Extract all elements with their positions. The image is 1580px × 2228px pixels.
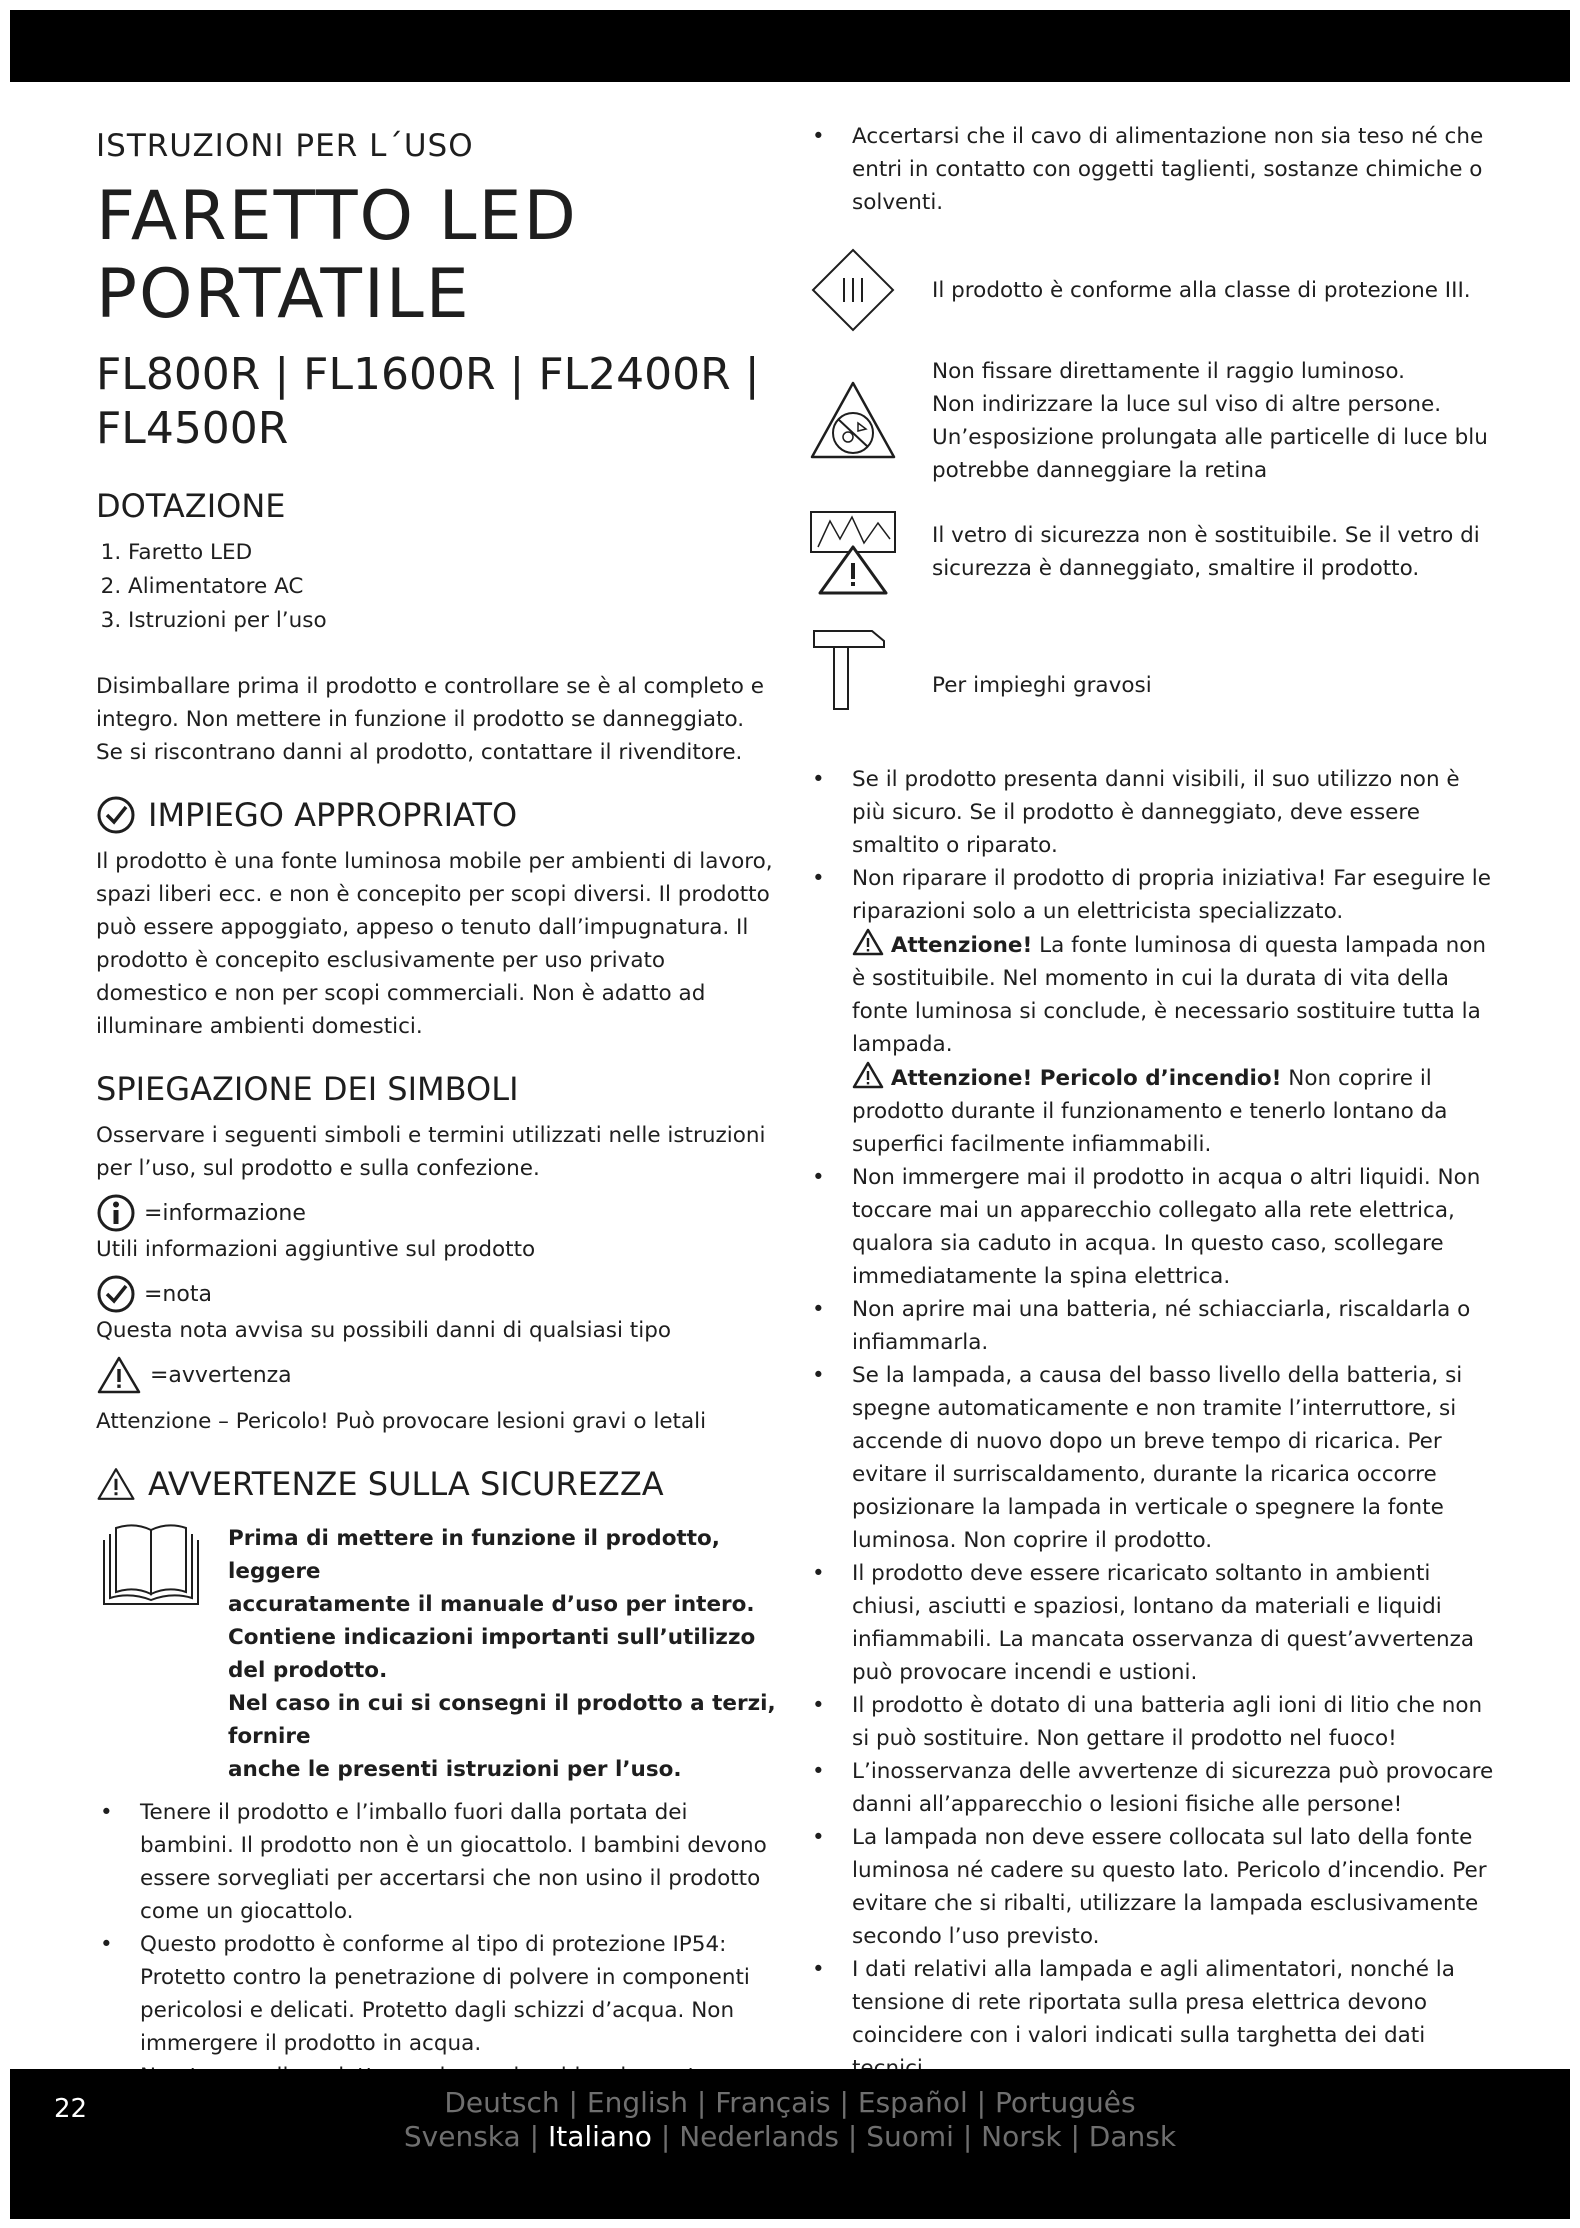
manual-note-line: accuratamente il manuale d’uso per intero. — [228, 1592, 755, 1617]
unpacking-note: Disimballare prima il prodotto e controllare se è al completo e integro. Non mettere in funzione il prodotto se danneggiato. Se si riscontrano danni al prodotto, contattare il rivenditore. — [96, 674, 764, 765]
contents-section — [96, 486, 776, 769]
intended-use-heading-text: IMPIEGO APPROPRIATO — [148, 796, 518, 834]
safety-bullets-right-top — [808, 120, 1498, 219]
safety-glass-icon — [808, 509, 898, 595]
separator: | — [976, 2086, 987, 2119]
eye-symbol — [808, 376, 898, 466]
intended-use-text: Il prodotto è una fonte luminosa mobile per ambienti di lavoro, spazi liberi ecc. e non è concepito per scopi diversi. Il prodotto può essere appoggiato, appeso o tenuto dall’impugnatura. Il prodotto è concepito esclusivamente per uso privato domestico e non per scopi commerciali. Non è adatto ad illuminare ambienti domestici. — [96, 849, 773, 1039]
contents-list — [96, 536, 776, 638]
list-item: 1. Faretto LED — [128, 536, 776, 570]
language-link-svenska[interactable]: Svenska — [403, 2120, 521, 2153]
list-item: • La lampada non deve essere collocata sul lato della fonte luminosa né cadere su questo lato. Pericolo d’incendio. Per evitare che si ribalti, utilizzare la lampada esclusivamente secondo l’uso previsto. — [808, 1821, 1498, 1953]
note-description: Questa nota avvisa su possibili danni di qualsiasi tipo — [96, 1318, 672, 1343]
intended-use-heading — [96, 795, 517, 835]
list-item: 2. Alimentatore AC — [128, 570, 776, 604]
protection-class-iii-icon — [810, 247, 896, 333]
language-nav-line-2 — [0, 2120, 1580, 2153]
list-item: • Il prodotto è dotato di una batteria agli ioni di litio che non si può sostituire. Non gettare il prodotto nel fuoco! — [808, 1689, 1498, 1755]
symbols-section — [96, 1069, 776, 1438]
heavy-duty-text: Per impieghi gravosi — [932, 672, 1152, 698]
heavy-duty-symbol — [808, 625, 898, 715]
manual-note-line: Prima di mettere in funzione il prodotto, leggere — [228, 1526, 720, 1584]
list-item: 3. Istruzioni per l’uso — [128, 604, 776, 638]
repair-warning-text: Non riparare il prodotto di propria iniziativa! Far eseguire le riparazioni solo a un elettricista specializzato. — [852, 866, 1492, 924]
eye-symbol-text — [932, 355, 1488, 487]
warning-text: La fonte luminosa di questa lampada non è sostituibile. Nel momento in cui la durata di vita della fonte luminosa si conclude, è necessario sostituire tutta la lampada. — [852, 933, 1487, 1057]
safety-heading-text: AVVERTENZE SULLA SICUREZZA — [148, 1465, 664, 1503]
separator: | — [568, 2086, 578, 2119]
document-kicker: ISTRUZIONI PER L´USO — [96, 128, 474, 164]
list-item: • Il prodotto deve essere ricaricato soltanto in ambienti chiusi, asciutti e spaziosi, lontano da materiali e liquidi infiammabili. La mancata osservanza di quest’avvertenza può provocare incendi e ustioni. — [808, 1557, 1498, 1689]
list-item — [808, 862, 1498, 1161]
language-link-suomi[interactable]: Suomi — [866, 2120, 954, 2153]
check-circle-icon — [96, 795, 136, 835]
class-iii-symbol-row — [808, 245, 1498, 335]
warning-label: Attenzione! Pericolo d’incendio! — [890, 1066, 1282, 1091]
list-item: • Accertarsi che il cavo di alimentazione non sia teso né che entri in contatto con oggetti taglienti, sostanze chimiche o solventi. — [808, 120, 1498, 219]
info-label: =informazione — [144, 1200, 306, 1226]
language-link-francais[interactable]: Français — [715, 2086, 831, 2119]
class-iii-text: Il prodotto è conforme alla classe di protezione III. — [932, 277, 1471, 303]
list-item: • Non aprire mai una batteria, né schiacciarla, riscaldarla o infiammarla. — [808, 1293, 1498, 1359]
manual-note — [96, 1522, 776, 1786]
separator: | — [660, 2120, 671, 2153]
intended-use-section — [96, 795, 776, 1043]
list-item: • Tenere il prodotto e l’imballo fuori dalla portata dei bambini. Il prodotto non è un giocattolo. I bambini devono essere sorvegliati per accertarsi che non usino il prodotto come un giocattolo. — [96, 1796, 776, 1928]
glass-symbol-text: Il vetro di sicurezza non è sostituibile. Se il vetro di sicurezza è danneggiato, smaltire il prodotto. — [932, 523, 1480, 581]
language-link-english[interactable]: English — [586, 2086, 688, 2119]
language-link-portugues[interactable]: Português — [995, 2086, 1136, 2119]
class-iii-symbol — [808, 245, 898, 335]
document-title — [96, 178, 776, 334]
hammer-icon — [810, 627, 896, 713]
warning-triangle-icon — [96, 1355, 142, 1395]
list-item: • Non immergere mai il prodotto in acqua o altri liquidi. Non toccare mai un apparecchio collegato alla rete elettrica, qualora sia caduto in acqua. In questo caso, scollegare immediatamente la spina elettrica. — [808, 1161, 1498, 1293]
language-link-deutsch[interactable]: Deutsch — [444, 2086, 560, 2119]
list-item: • L’inosservanza delle avvertenze di sicurezza può provocare danni all’apparecchio o lesioni fisiche alle persone! — [808, 1755, 1498, 1821]
symbols-intro: Osservare i seguenti simboli e termini utilizzati nelle istruzioni per l’uso, sul prodotto e sulla confezione. — [96, 1123, 766, 1181]
manual-note-text — [228, 1522, 776, 1786]
symbols-heading: SPIEGAZIONE DEI SIMBOLI — [96, 1070, 519, 1108]
eye-text-line: Un’esposizione prolungata alle particelle di luce blu — [932, 425, 1488, 450]
right-column — [808, 120, 1498, 2085]
separator: | — [839, 2086, 849, 2119]
separator: | — [1070, 2120, 1080, 2153]
separator: | — [529, 2120, 540, 2153]
eye-symbol-row — [808, 355, 1498, 487]
separator: | — [696, 2086, 707, 2119]
page-number: 22 — [54, 2094, 88, 2124]
safety-section — [96, 1464, 776, 2093]
eye-text-line: potrebbe danneggiare la retina — [932, 458, 1268, 483]
warning-triangle-icon — [96, 1466, 136, 1502]
warning-label: Attenzione! — [890, 933, 1033, 958]
list-item: • Se la lampada, a causa del basso livello della batteria, si spegne automaticamente e non tramite l’interruttore, si accende di nuovo dopo un breve tempo di ricarica. Per evitare il surriscaldamento, durante la ricarica occorre posizionare la lampada in verticale o spegnere la fonte luminosa. Non coprire il prodotto. — [808, 1359, 1498, 1557]
do-not-stare-icon — [808, 379, 898, 463]
warning-line — [852, 1061, 1498, 1161]
warning-triangle-icon — [852, 1061, 884, 1089]
check-circle-icon — [96, 1274, 136, 1314]
left-column — [96, 120, 776, 2119]
warning-description: Attenzione – Pericolo! Può provocare lesioni gravi o letali — [96, 1409, 707, 1434]
manual-note-line: Contiene indicazioni importanti sull’utilizzo del prodotto. — [228, 1625, 756, 1683]
safety-heading — [96, 1464, 664, 1504]
info-icon — [96, 1193, 136, 1233]
warning-text: Non coprire il prodotto durante il funzionamento e tenerlo lontano da superfici facilmente infiammabili. — [852, 1066, 1448, 1157]
manual-note-line: Nel caso in cui si consegni il prodotto a terzi, fornire — [228, 1691, 776, 1749]
open-book-icon — [96, 1522, 206, 1612]
safety-bullets-left — [96, 1796, 776, 2093]
eye-text-line: Non fissare direttamente il raggio luminoso. — [932, 359, 1405, 384]
note-label: =nota — [144, 1281, 212, 1307]
language-nav-line-1 — [0, 2086, 1580, 2119]
info-symbol-line — [96, 1193, 776, 1233]
language-link-espanol[interactable]: Español — [857, 2086, 968, 2119]
list-item: • Se il prodotto presenta danni visibili, il suo utilizzo non è più sicuro. Se il prodotto è danneggiato, deve essere smaltito o riparato. — [808, 763, 1498, 862]
top-black-bar — [10, 10, 1570, 82]
info-description: Utili informazioni aggiuntive sul prodotto — [96, 1237, 536, 1262]
language-link-norsk[interactable]: Norsk — [981, 2120, 1062, 2153]
warning-symbol-line — [96, 1355, 776, 1395]
heavy-duty-symbol-row — [808, 625, 1498, 715]
warning-line — [852, 928, 1498, 1061]
language-link-italiano[interactable]: Italiano — [547, 2120, 652, 2153]
warning-label: =avvertenza — [150, 1362, 292, 1388]
language-link-dansk[interactable]: Dansk — [1088, 2120, 1177, 2153]
warning-triangle-icon — [852, 928, 884, 956]
contents-heading: DOTAZIONE — [96, 487, 286, 525]
list-item: • Questo prodotto è conforme al tipo di protezione IP54: Protetto contro la penetrazione di polvere in componenti pericolosi e delicati. Protetto dagli schizzi d’acqua. Non immergere il prodotto in acqua. — [96, 1928, 776, 2060]
list-item: • I dati relativi alla lampada e agli alimentatori, nonché la tensione di rete riportata sulla presa elettrica devono coincidere con i valori indicati sulla targhetta dei dati — [808, 1953, 1498, 2085]
manual-note-line: anche le presenti istruzioni per l’uso. — [228, 1757, 682, 1782]
glass-symbol-row — [808, 507, 1498, 597]
separator: | — [962, 2120, 973, 2153]
glass-symbol — [808, 507, 898, 597]
eye-text-line: Non indirizzare la luce sul viso di altre persone. — [932, 392, 1442, 417]
language-link-nederlands[interactable]: Nederlands — [679, 2120, 839, 2153]
note-symbol-line — [96, 1274, 776, 1314]
title-line-1: FARETTO LED — [96, 177, 578, 256]
separator: | — [847, 2120, 858, 2153]
model-numbers: FL800R | FL1600R | FL2400R | FL4500R — [96, 349, 760, 454]
title-line-2: PORTATILE — [96, 255, 471, 334]
safety-bullets-right — [808, 763, 1498, 2085]
